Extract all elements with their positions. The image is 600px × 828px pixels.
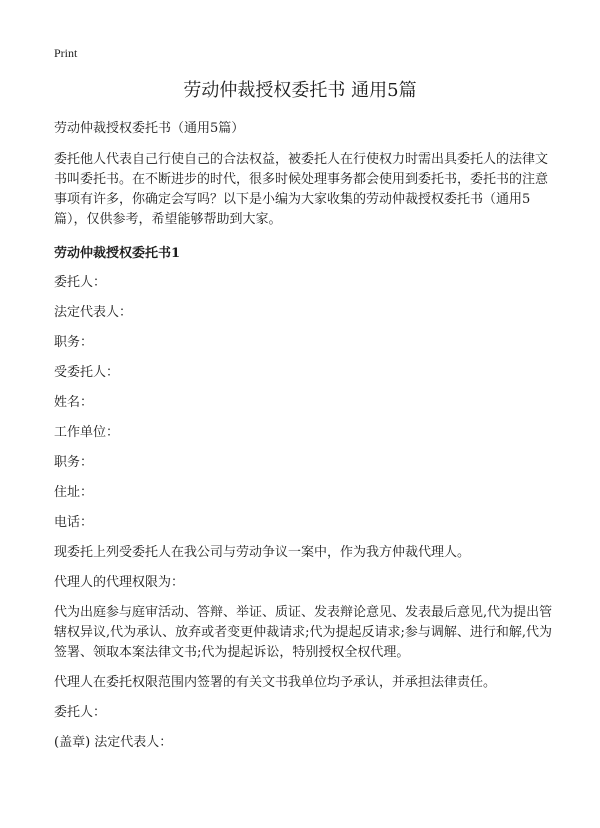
- field-client: 委托人：: [54, 275, 107, 290]
- print-link[interactable]: Print: [54, 46, 78, 60]
- signature-client: 委托人：: [54, 705, 107, 720]
- field-employer: 工作单位：: [54, 425, 120, 440]
- field-name: 姓名：: [54, 395, 94, 410]
- field-phone: 电话：: [54, 515, 94, 530]
- document-body: [54, 119, 554, 763]
- entrustment-statement: 现委托上列受委托人在我公司与劳动争议一案中，作为我方仲裁代理人。: [54, 545, 471, 560]
- field-address: 住址：: [54, 485, 94, 500]
- field-agent: 受委托人：: [54, 365, 120, 380]
- signature-seal-representative: (盖章) 法定代表人：: [54, 735, 173, 750]
- field-legal-representative: 法定代表人：: [54, 305, 133, 320]
- authority-scope-details: 代为出庭参与庭审活动、答辩、举证、质证、发表辩论意见、发表最后意见,代为提出管辖权异议,代为承认、放弃或者变更仲裁请求;代为提起反请求;参与调解、进行和解,代为签署、领取本案法律文书;代为提起诉讼，特别授权全权代理。: [54, 605, 553, 660]
- intro-paragraph: 委托他人代表自己行使自己的合法权益，被委托人在行使权力时需出具委托人的法律文书叫委托书。在不断进步的时代，很多时候处理事务都会使用到委托书，委托书的注意事项有许多，你确定会写吗？以下是小编为大家收集的劳动仲裁授权委托书（通用5篇），仅供参考，希望能够帮助到大家。: [54, 152, 549, 227]
- authority-scope-label: 代理人的代理权限为：: [54, 575, 185, 590]
- liability-statement: 代理人在委托权限范围内签署的有关文书我单位均予承认，并承担法律责任。: [54, 675, 497, 690]
- document-subtitle: 劳动仲裁授权委托书（通用5篇）: [54, 121, 245, 136]
- field-position: 职务：: [54, 335, 94, 350]
- section-heading: 劳动仲裁授权委托书1: [54, 246, 181, 261]
- document-title: 劳动仲裁授权委托书 通用5篇: [183, 80, 417, 101]
- field-agent-position: 职务：: [54, 455, 94, 470]
